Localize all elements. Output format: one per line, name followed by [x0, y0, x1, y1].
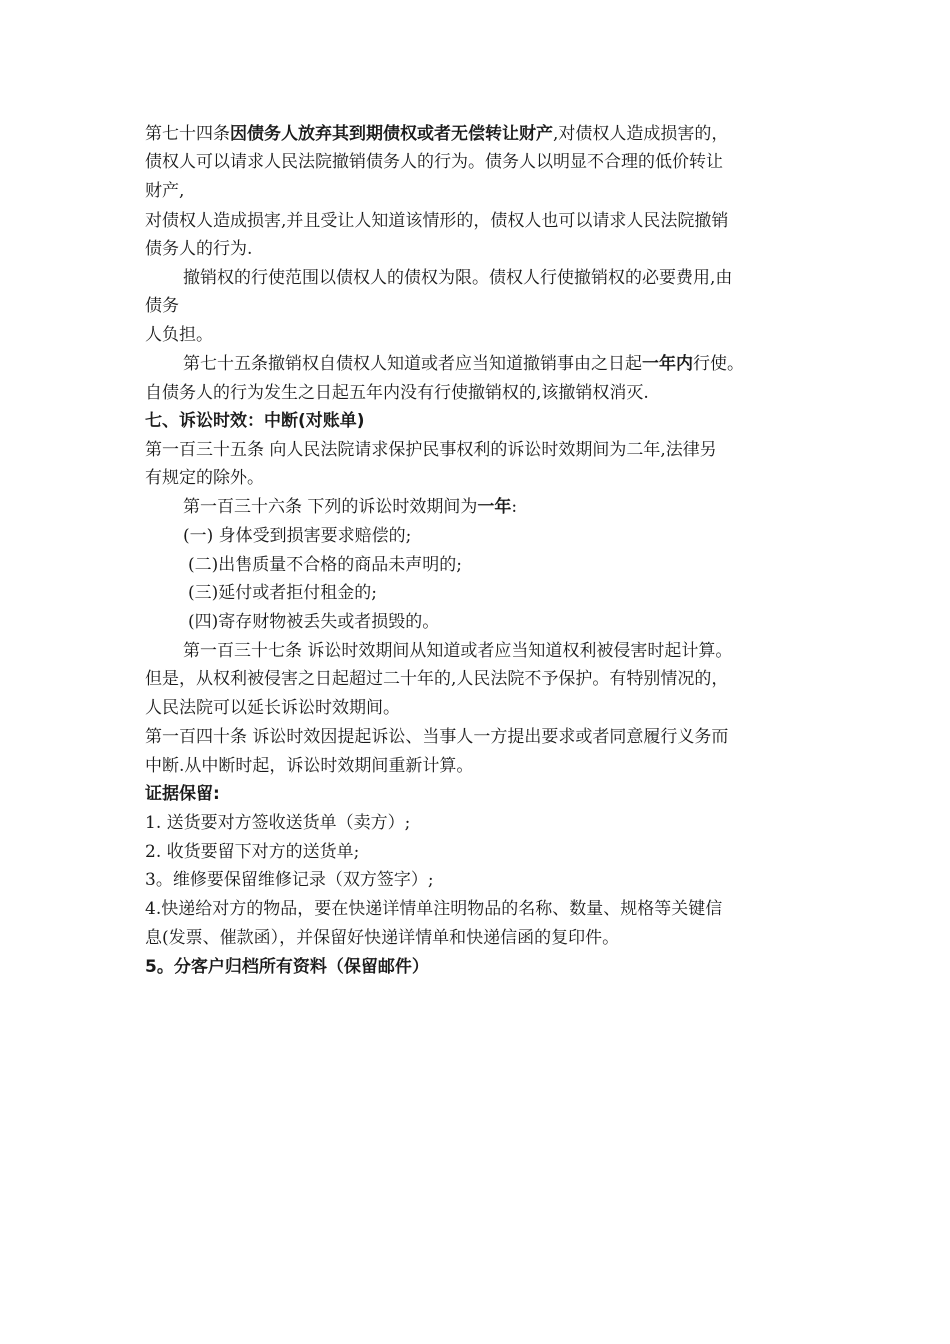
evidence-item-4-line-2: 息(发票、催款函），并保留好快递详情单和快递信函的复印件。: [145, 928, 620, 948]
article-75-line-2: 自债务人的行为发生之日起五年内没有行使撤销权的,该撤销权消灭.: [145, 383, 649, 403]
article-140-line-2: 中断.从中断时起，诉讼时效期间重新计算。: [145, 756, 474, 776]
article-137-line-3: 人民法院可以延长诉讼时效期间。: [145, 698, 400, 718]
evidence-item-4-line-1: 4.快递给对方的物品，要在快递详情单注明物品的名称、数量、规格等关键信: [145, 899, 723, 919]
article-136-text: 第一百三十六条 下列的诉讼时效期间为: [183, 497, 478, 517]
article-74-line-1: [145, 121, 728, 147]
article-74-line-3: 财产,: [145, 181, 185, 201]
section-heading-evidence: 证据保留:: [145, 784, 220, 804]
article-136-text-end: :: [511, 497, 518, 517]
evidence-item-2: 2. 收货要留下对方的送货单;: [145, 842, 360, 862]
article-74-text: ,对债权人造成损害的，: [553, 124, 729, 144]
list-item-2: (二)出售质量不合格的商品未声明的;: [188, 555, 462, 575]
revocation-scope-line-3: 人负担。: [145, 325, 213, 345]
article-74-number: 第七十四条: [145, 124, 230, 144]
list-item-3: (三)延付或者拒付租金的;: [188, 583, 377, 603]
evidence-item-1: 1. 送货要对方签收送货单（卖方）;: [145, 813, 411, 833]
article-136-bold-text: 一年: [477, 497, 512, 517]
evidence-item-5: 5。分客户归档所有资料（保留邮件）: [145, 957, 429, 977]
article-135-line-1: 第一百三十五条 向人民法院请求保护民事权利的诉讼时效期间为二年,法律另: [145, 440, 717, 460]
article-75-text: 第七十五条撤销权自债权人知道或者应当知道撤销事由之日起: [183, 354, 642, 374]
revocation-scope-line-1: 撤销权的行使范围以债权人的债权为限。债权人行使撤销权的必要费用,由: [183, 268, 733, 288]
list-item-4: (四)寄存财物被丢失或者损毁的。: [188, 612, 440, 632]
section-heading-limitation: 七、诉讼时效：中断(对账单): [145, 411, 365, 431]
article-74-line-4: 对债权人造成损害,并且受让人知道该情形的，债权人也可以请求人民法院撤销: [145, 211, 729, 231]
article-74-line-5: 债务人的行为.: [145, 239, 253, 259]
article-75-bold-text: 一年内: [642, 354, 693, 374]
article-137-line-1: 第一百三十七条 诉讼时效期间从知道或者应当知道权利被侵害时起计算。: [183, 641, 733, 661]
list-item-1: (一) 身体受到损害要求赔偿的;: [183, 526, 412, 546]
article-137-line-2: 但是，从权利被侵害之日起超过二十年的,人民法院不予保护。有特别情况的，: [145, 669, 729, 689]
article-140-line-1: 第一百四十条 诉讼时效因提起诉讼、当事人一方提出要求或者同意履行义务而: [145, 727, 729, 747]
evidence-item-3: 3。维修要保留维修记录（双方签字）;: [145, 870, 434, 890]
article-75-line-1: [183, 351, 744, 377]
article-135-line-2: 有规定的除外。: [145, 468, 264, 488]
article-136-line: [183, 494, 517, 520]
article-74-line-2: 债权人可以请求人民法院撤销债务人的行为。债务人以明显不合理的低价转让: [145, 152, 723, 172]
article-74-bold-text: 因债务人放弃其到期债权或者无偿转让财产: [230, 124, 553, 144]
revocation-scope-line-2: 债务: [145, 296, 179, 316]
article-75-text-end: 行使。: [693, 354, 744, 374]
